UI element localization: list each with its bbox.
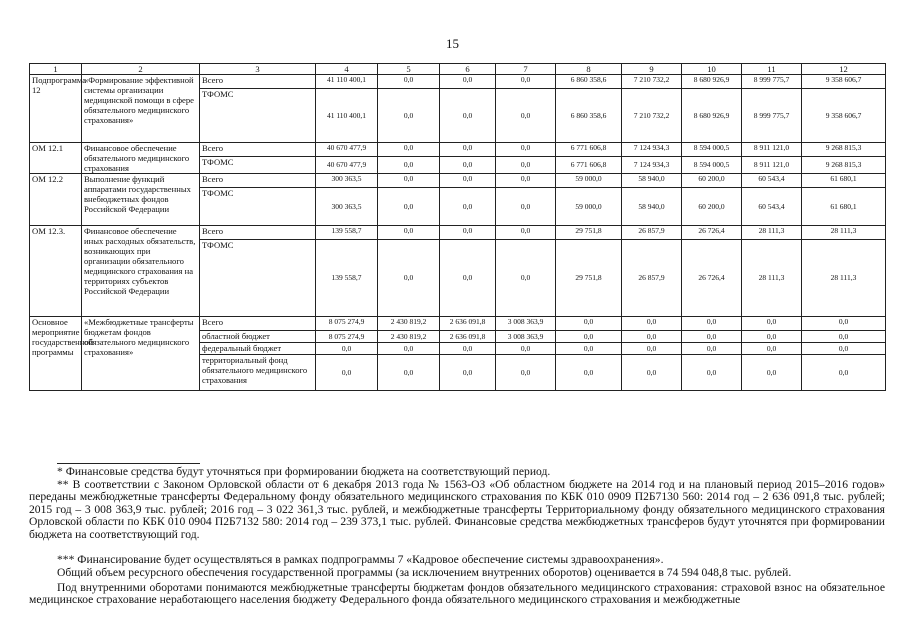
amount-cell: 0,0 bbox=[440, 240, 496, 317]
amount-cell: 3 008 363,9 bbox=[496, 317, 556, 331]
amount-cell: 0,0 bbox=[802, 343, 886, 355]
amount-cell: 59 000,0 bbox=[556, 174, 622, 188]
amount-cell: 28 111,3 bbox=[802, 240, 886, 317]
column-header: 8 bbox=[556, 64, 622, 75]
column-header: 2 bbox=[82, 64, 200, 75]
table-row bbox=[30, 317, 886, 331]
amount-cell: 41 110 400,1 bbox=[316, 89, 378, 143]
column-header: 11 bbox=[742, 64, 802, 75]
amount-cell: 26 857,9 bbox=[622, 240, 682, 317]
amount-cell: 0,0 bbox=[440, 143, 496, 157]
amount-cell: 0,0 bbox=[440, 75, 496, 89]
amount-cell: 7 124 934,3 bbox=[622, 157, 682, 174]
table-row bbox=[30, 226, 886, 240]
amount-cell: 60 543,4 bbox=[742, 188, 802, 226]
amount-cell: 40 670 477,9 bbox=[316, 157, 378, 174]
funding-source-cell: Всего bbox=[200, 174, 316, 188]
program-code-cell: ОМ 12.3. bbox=[30, 226, 82, 317]
amount-cell: 9 358 606,7 bbox=[802, 89, 886, 143]
funding-source-cell: федеральный бюджет bbox=[200, 343, 316, 355]
amount-cell: 0,0 bbox=[622, 355, 682, 391]
amount-cell: 300 363,5 bbox=[316, 174, 378, 188]
amount-cell: 60 200,0 bbox=[682, 188, 742, 226]
amount-cell: 0,0 bbox=[682, 317, 742, 331]
amount-cell: 0,0 bbox=[496, 89, 556, 143]
program-name-cell: «Формирование эффективной системы организации медицинской помощи в сфере обязательного медицинского страхования» bbox=[82, 75, 200, 143]
amount-cell: 0,0 bbox=[496, 157, 556, 174]
amount-cell: 60 200,0 bbox=[682, 174, 742, 188]
amount-cell: 6 860 358,6 bbox=[556, 75, 622, 89]
column-header: 3 bbox=[200, 64, 316, 75]
amount-cell: 0,0 bbox=[378, 188, 440, 226]
amount-cell: 0,0 bbox=[682, 343, 742, 355]
amount-cell: 0,0 bbox=[496, 174, 556, 188]
table-row bbox=[30, 75, 886, 89]
program-code-cell: ОМ 12.1 bbox=[30, 143, 82, 174]
amount-cell: 0,0 bbox=[440, 226, 496, 240]
amount-cell: 0,0 bbox=[496, 226, 556, 240]
amount-cell: 8 999 775,7 bbox=[742, 89, 802, 143]
funding-source-cell: Всего bbox=[200, 226, 316, 240]
amount-cell: 8 911 121,0 bbox=[742, 157, 802, 174]
footnote-2: ** В соответствии с Законом Орловской области от 6 декабря 2013 года № 1563-ОЗ «Об областном бюджете на 2014 год и на плановый период 2015–2016 годов» переданы межбюджетные трансферты Федеральному фонду обязательного медицинского страхования по КБК 010 0909 П2Б7130 560: 2014 год – 2 636 091,8 тыс. рублей; 2015 год – 3 008 363,9 тыс. рублей; 2016 год – 3 022 361,3 тыс. рублей, и межбюджетные трансферты Территориальному фонду обязательного медицинского страхования Орловской области по КБК 010 0904 П2Б7132 580: 2014 год – 239 373,1 тыс. рублей. Финансовые средства межбюджетных трансферов будут уточнятся при формировании бюджета на соответствующий год. bbox=[29, 478, 885, 541]
program-code-cell: ОМ 12.2 bbox=[30, 174, 82, 226]
amount-cell: 0,0 bbox=[496, 188, 556, 226]
amount-cell: 0,0 bbox=[440, 157, 496, 174]
funding-source-cell: областной бюджет bbox=[200, 331, 316, 343]
amount-cell: 8 680 926,9 bbox=[682, 75, 742, 89]
footnote-separator bbox=[57, 463, 200, 464]
amount-cell: 0,0 bbox=[496, 240, 556, 317]
internal-turnover-paragraph: Под внутренними оборотами понимаются межбюджетные трансферты бюджетам фондов обязательного медицинского страхования: страховой взнос на обязательное медицинское страхование неработающего населения бюджету Федерального фонда обязательного медицинского страхования и межбюджетные bbox=[29, 581, 885, 607]
amount-cell: 61 680,1 bbox=[802, 188, 886, 226]
amount-cell: 40 670 477,9 bbox=[316, 143, 378, 157]
column-header: 1 bbox=[30, 64, 82, 75]
amount-cell: 0,0 bbox=[622, 343, 682, 355]
table-header-row bbox=[30, 64, 886, 75]
funding-source-cell: территориальный фонд обязательного медицинского страхования bbox=[200, 355, 316, 391]
column-header: 9 bbox=[622, 64, 682, 75]
amount-cell: 8 594 000,5 bbox=[682, 143, 742, 157]
amount-cell: 8 911 121,0 bbox=[742, 143, 802, 157]
amount-cell: 61 680,1 bbox=[802, 174, 886, 188]
footnote-1: * Финансовые средства будут уточняться при формировании бюджета на соответствующий период. bbox=[57, 465, 551, 478]
amount-cell: 29 751,8 bbox=[556, 226, 622, 240]
amount-cell: 26 857,9 bbox=[622, 226, 682, 240]
summary-paragraph: Общий объем ресурсного обеспечения государственной программы (за исключением внутренних оборотов) оценивается в 74 594 048,8 тыс. рублей. bbox=[57, 566, 792, 579]
program-code-cell: Основное мероприятие государственной программы bbox=[30, 317, 82, 391]
amount-cell: 41 110 400,1 bbox=[316, 75, 378, 89]
funding-source-cell: ТФОМС bbox=[200, 240, 316, 317]
footnote-3: *** Финансирование будет осуществляться в рамках подпрограммы 7 «Кадровое обеспечение системы здравоохранения». bbox=[57, 553, 664, 566]
amount-cell: 2 636 091,8 bbox=[440, 331, 496, 343]
amount-cell: 0,0 bbox=[622, 331, 682, 343]
amount-cell: 7 124 934,3 bbox=[622, 143, 682, 157]
amount-cell: 0,0 bbox=[316, 343, 378, 355]
amount-cell: 8 594 000,5 bbox=[682, 157, 742, 174]
amount-cell: 0,0 bbox=[556, 317, 622, 331]
amount-cell: 8 075 274,9 bbox=[316, 331, 378, 343]
amount-cell: 29 751,8 bbox=[556, 240, 622, 317]
amount-cell: 2 430 819,2 bbox=[378, 317, 440, 331]
amount-cell: 6 771 606,8 bbox=[556, 157, 622, 174]
program-name-cell: Финансовое обеспечение иных расходных обязательств, возникающих при организации обязательного медицинского страхования на территориях субъектов Российской Федерации bbox=[82, 226, 200, 317]
amount-cell: 6 771 606,8 bbox=[556, 143, 622, 157]
amount-cell: 0,0 bbox=[378, 89, 440, 143]
amount-cell: 9 268 815,3 bbox=[802, 143, 886, 157]
amount-cell: 0,0 bbox=[378, 157, 440, 174]
column-header: 6 bbox=[440, 64, 496, 75]
amount-cell: 0,0 bbox=[682, 331, 742, 343]
table-row bbox=[30, 143, 886, 157]
funding-source-cell: Всего bbox=[200, 317, 316, 331]
column-header: 7 bbox=[496, 64, 556, 75]
amount-cell: 0,0 bbox=[440, 343, 496, 355]
amount-cell: 0,0 bbox=[742, 317, 802, 331]
amount-cell: 2 636 091,8 bbox=[440, 317, 496, 331]
amount-cell: 8 075 274,9 bbox=[316, 317, 378, 331]
funding-source-cell: ТФОМС bbox=[200, 157, 316, 174]
amount-cell: 0,0 bbox=[556, 331, 622, 343]
amount-cell: 0,0 bbox=[682, 355, 742, 391]
amount-cell: 0,0 bbox=[378, 143, 440, 157]
amount-cell: 0,0 bbox=[742, 343, 802, 355]
budget-table bbox=[29, 63, 886, 391]
amount-cell: 0,0 bbox=[378, 240, 440, 317]
amount-cell: 59 000,0 bbox=[556, 188, 622, 226]
amount-cell: 7 210 732,2 bbox=[622, 89, 682, 143]
column-header: 12 bbox=[802, 64, 886, 75]
amount-cell: 0,0 bbox=[802, 317, 886, 331]
amount-cell: 6 860 358,6 bbox=[556, 89, 622, 143]
amount-cell: 26 726,4 bbox=[682, 240, 742, 317]
amount-cell: 28 111,3 bbox=[742, 240, 802, 317]
amount-cell: 0,0 bbox=[316, 355, 378, 391]
amount-cell: 0,0 bbox=[742, 355, 802, 391]
table-row bbox=[30, 174, 886, 188]
amount-cell: 0,0 bbox=[496, 75, 556, 89]
funding-source-cell: Всего bbox=[200, 75, 316, 89]
amount-cell: 139 558,7 bbox=[316, 240, 378, 317]
amount-cell: 0,0 bbox=[802, 331, 886, 343]
program-name-cell: «Межбюджетные трансферты бюджетам фондов обязательного медицинского страхования» bbox=[82, 317, 200, 391]
amount-cell: 0,0 bbox=[742, 331, 802, 343]
amount-cell: 0,0 bbox=[496, 343, 556, 355]
amount-cell: 28 111,3 bbox=[742, 226, 802, 240]
amount-cell: 28 111,3 bbox=[802, 226, 886, 240]
amount-cell: 58 940,0 bbox=[622, 188, 682, 226]
amount-cell: 0,0 bbox=[556, 343, 622, 355]
amount-cell: 0,0 bbox=[378, 343, 440, 355]
amount-cell: 0,0 bbox=[496, 143, 556, 157]
amount-cell: 9 358 606,7 bbox=[802, 75, 886, 89]
funding-source-cell: ТФОМС bbox=[200, 188, 316, 226]
amount-cell: 0,0 bbox=[378, 355, 440, 391]
program-name-cell: Финансовое обеспечение обязательного медицинского страхования bbox=[82, 143, 200, 174]
amount-cell: 0,0 bbox=[440, 89, 496, 143]
amount-cell: 0,0 bbox=[378, 75, 440, 89]
amount-cell: 0,0 bbox=[378, 226, 440, 240]
column-header: 10 bbox=[682, 64, 742, 75]
amount-cell: 58 940,0 bbox=[622, 174, 682, 188]
funding-source-cell: Всего bbox=[200, 143, 316, 157]
program-name-cell: Выполнение функций аппаратами государственных внебюджетных фондов Российской Федерации bbox=[82, 174, 200, 226]
amount-cell: 139 558,7 bbox=[316, 226, 378, 240]
amount-cell: 0,0 bbox=[802, 355, 886, 391]
amount-cell: 8 999 775,7 bbox=[742, 75, 802, 89]
amount-cell: 0,0 bbox=[622, 317, 682, 331]
amount-cell: 2 430 819,2 bbox=[378, 331, 440, 343]
amount-cell: 3 008 363,9 bbox=[496, 331, 556, 343]
program-code-cell: Подпрограмма 12 bbox=[30, 75, 82, 143]
column-header: 4 bbox=[316, 64, 378, 75]
amount-cell: 8 680 926,9 bbox=[682, 89, 742, 143]
amount-cell: 300 363,5 bbox=[316, 188, 378, 226]
amount-cell: 0,0 bbox=[378, 174, 440, 188]
amount-cell: 9 268 815,3 bbox=[802, 157, 886, 174]
amount-cell: 0,0 bbox=[496, 355, 556, 391]
amount-cell: 0,0 bbox=[440, 188, 496, 226]
column-header: 5 bbox=[378, 64, 440, 75]
amount-cell: 7 210 732,2 bbox=[622, 75, 682, 89]
amount-cell: 26 726,4 bbox=[682, 226, 742, 240]
funding-source-cell: ТФОМС bbox=[200, 89, 316, 143]
amount-cell: 0,0 bbox=[440, 174, 496, 188]
amount-cell: 60 543,4 bbox=[742, 174, 802, 188]
page-number: 15 bbox=[446, 36, 459, 51]
amount-cell: 0,0 bbox=[440, 355, 496, 391]
amount-cell: 0,0 bbox=[556, 355, 622, 391]
